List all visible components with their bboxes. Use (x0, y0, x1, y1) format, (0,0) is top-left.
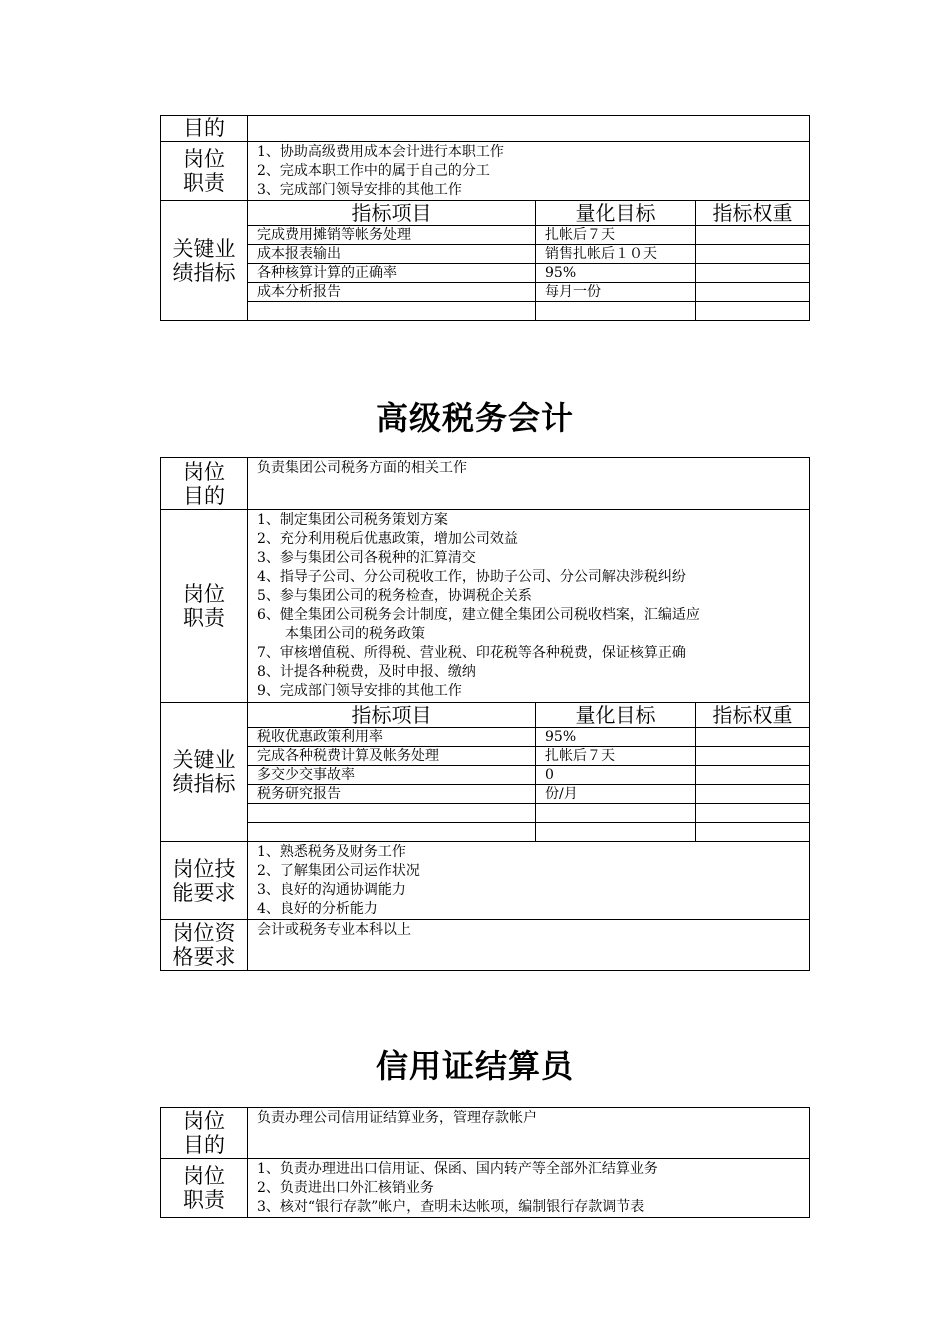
qualification-value (248, 920, 810, 971)
kpi-weight (696, 226, 810, 245)
kpi-target: 0 (536, 766, 696, 785)
purpose-label: 目的 (161, 116, 248, 142)
list-item: 4、指导子公司、分公司税收工作，协助子公司、分公司解决涉税纠纷 (257, 569, 686, 585)
list-item: 6、健全集团公司税务会计制度，建立健全集团公司税收档案，汇编适应 (257, 607, 700, 623)
purpose-label: 岗位 目的 (161, 1108, 248, 1159)
table-row (161, 226, 810, 245)
kpi-header-item: 指标项目 (248, 201, 536, 226)
qualification-label: 岗位资 格要求 (161, 920, 248, 971)
table-row (161, 823, 810, 842)
duties-list (248, 510, 810, 703)
kpi-target: 95% (536, 728, 696, 747)
list-item: 1、制定集团公司税务策划方案 (257, 512, 448, 528)
section2-title: 高级税务会计 (375, 399, 574, 437)
qualification-text: 会计或税务专业本科以上 (257, 922, 411, 938)
kpi-target (536, 804, 696, 823)
table-row (161, 747, 810, 766)
duties-list (248, 142, 810, 201)
list-item: 2、充分利用税后优惠政策，增加公司效益 (257, 531, 518, 547)
list-item: 1、协助高级费用成本会计进行本职工作 (257, 144, 504, 160)
kpi-target: 扎帐后７天 (536, 747, 696, 766)
kpi-weight (696, 302, 810, 321)
list-item: 3、参与集团公司各税种的汇算清交 (257, 550, 476, 566)
kpi-weight (696, 785, 810, 804)
purpose-value (248, 116, 810, 142)
kpi-header-target: 量化目标 (536, 201, 696, 226)
kpi-weight (696, 766, 810, 785)
list-item: 1、负责办理进出口信用证、保函、国内转产等全部外汇结算业务 (257, 1161, 658, 1177)
table-row (161, 804, 810, 823)
list-item: 2、负责进出口外汇核销业务 (257, 1180, 434, 1196)
table-row (161, 785, 810, 804)
section3-table (160, 1107, 810, 1218)
kpi-header-item: 指标项目 (248, 703, 536, 728)
kpi-weight (696, 264, 810, 283)
kpi-target: 95% (536, 264, 696, 283)
kpi-item: 各种核算计算的正确率 (248, 264, 536, 283)
kpi-target: 扎帐后７天 (536, 226, 696, 245)
kpi-label: 关键业 绩指标 (161, 703, 248, 842)
duties-label: 岗位 职责 (161, 1159, 248, 1218)
skills-label: 岗位技 能要求 (161, 842, 248, 920)
duties-list (248, 1159, 810, 1218)
list-item: 4、良好的分析能力 (257, 901, 378, 917)
kpi-weight (696, 283, 810, 302)
table-row (161, 728, 810, 747)
list-item: 3、核对“银行存款”帐户，查明未达帐项，编制银行存款调节表 (257, 1199, 645, 1215)
kpi-header-target: 量化目标 (536, 703, 696, 728)
section2-table (160, 457, 810, 971)
kpi-header-weight: 指标权重 (696, 703, 810, 728)
list-item: 2、完成本职工作中的属于自己的分工 (257, 163, 490, 179)
list-item: 本集团公司的税务政策 (285, 626, 425, 642)
kpi-target: 销售扎帐后１０天 (536, 245, 696, 264)
purpose-value (248, 1108, 810, 1159)
kpi-item: 完成费用摊销等帐务处理 (248, 226, 536, 245)
purpose-value (248, 458, 810, 510)
section1-table (160, 115, 810, 321)
list-item: 2、了解集团公司运作状况 (257, 863, 420, 879)
purpose-text: 负责办理公司信用证结算业务，管理存款帐户 (257, 1110, 537, 1126)
skills-list (248, 842, 810, 920)
kpi-label: 关键业 绩指标 (161, 201, 248, 321)
list-item: 3、良好的沟通协调能力 (257, 882, 406, 898)
kpi-target: 每月一份 (536, 283, 696, 302)
duties-label: 岗位 职责 (161, 510, 248, 703)
list-item: 9、完成部门领导安排的其他工作 (257, 683, 462, 699)
kpi-target (536, 823, 696, 842)
duties-label: 岗位 职责 (161, 142, 248, 201)
kpi-item (248, 302, 536, 321)
purpose-label: 岗位 目的 (161, 458, 248, 510)
kpi-weight (696, 823, 810, 842)
kpi-item: 多交少交事故率 (248, 766, 536, 785)
section3-title: 信用证结算员 (375, 1047, 574, 1085)
table-row (161, 766, 810, 785)
kpi-item: 税收优惠政策利用率 (248, 728, 536, 747)
kpi-item: 完成各种税费计算及帐务处理 (248, 747, 536, 766)
kpi-weight (696, 804, 810, 823)
table-row (161, 264, 810, 283)
kpi-weight (696, 245, 810, 264)
kpi-target: 份/月 (536, 785, 696, 804)
kpi-weight (696, 747, 810, 766)
list-item: 3、完成部门领导安排的其他工作 (257, 182, 462, 198)
kpi-target (536, 302, 696, 321)
list-item: 5、参与集团公司的税务检查，协调税企关系 (257, 588, 532, 604)
list-item: 1、熟悉税务及财务工作 (257, 844, 406, 860)
table-row (161, 283, 810, 302)
kpi-item: 成本分析报告 (248, 283, 536, 302)
purpose-text: 负责集团公司税务方面的相关工作 (257, 460, 467, 476)
list-item: 8、计提各种税费，及时申报、缴纳 (257, 664, 476, 680)
kpi-item: 成本报表输出 (248, 245, 536, 264)
table-row (161, 245, 810, 264)
kpi-item (248, 823, 536, 842)
table-row (161, 302, 810, 321)
kpi-weight (696, 728, 810, 747)
kpi-header-weight: 指标权重 (696, 201, 810, 226)
kpi-item (248, 804, 536, 823)
list-item: 7、审核增值税、所得税、营业税、印花税等各种税费，保证核算正确 (257, 645, 686, 661)
kpi-item: 税务研究报告 (248, 785, 536, 804)
